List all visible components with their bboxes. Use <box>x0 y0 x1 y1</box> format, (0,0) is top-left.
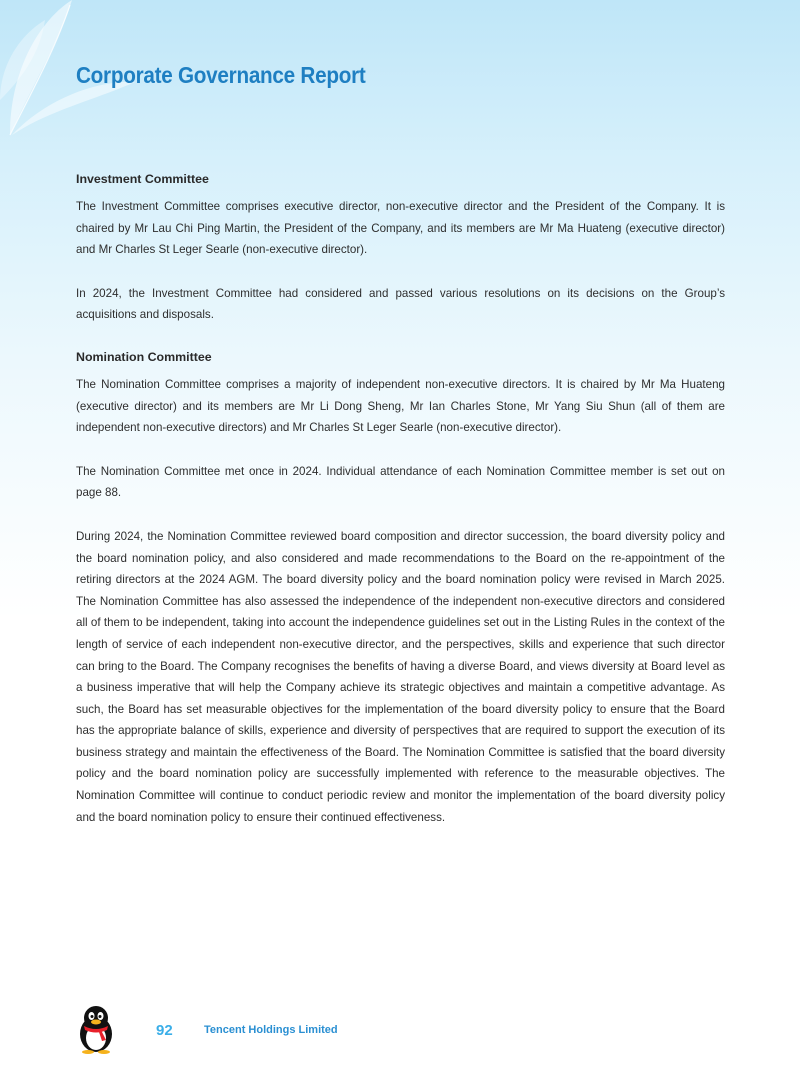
qq-penguin-icon <box>76 1004 116 1054</box>
section-heading: Nomination Committee <box>76 349 212 364</box>
page-number: 92 <box>156 1022 173 1039</box>
paragraph: The Nomination Committee met once in 2024. Individual attendance of each Nomination Committee member is set out on page 88. <box>76 464 725 500</box>
paragraph: The Nomination Committee comprises a majority of independent non-executive directors. It is chaired by Mr Ma Huateng (executive director) and its members are Mr Li Dong Sheng, Mr Ian Charles Stone, Mr Yang Siu Shun (all of them are independent non-executive directors) and Mr Charles St Leger Searle (non-executive director). <box>76 377 725 435</box>
paragraph: The Investment Committee comprises executive director, non-executive director and the President of the Company. It is chaired by Mr Lau Chi Ping Martin, the President of the Company, and its members are Mr Ma Huateng (executive director) and Mr Charles St Leger Searle (non-executive director). <box>76 200 725 257</box>
report-body <box>76 170 725 828</box>
investment-committee-section <box>76 170 725 326</box>
page-footer <box>76 1004 476 1054</box>
section-heading: Investment Committee <box>76 172 209 186</box>
company-name: Tencent Holdings Limited <box>204 1024 338 1036</box>
paragraph: In 2024, the Investment Committee had considered and passed various resolutions on its decisions on the Group’s acquisitions and disposals. <box>76 286 725 322</box>
paragraph: During 2024, the Nomination Committee reviewed board composition and director succession, the board diversity policy and the board nomination policy, and also considered and made recommendations to the Board on the re-appointment of the retiring directors at the 2024 AGM. The board diversity policy and the board nomination policy were revised in March 2025. The Nomination Committee has also assessed the independence of the independent non-executive directors and considered all of them to be independent, taking into account the independence guidelines set out in the Listing Rules in the context of the length of service of each independent non-executive director, and the perspectives, skills and experience that such director can bring to the Board. The Company recognises the benefits of having a diverse Board, and views diversity at Board level as a business imperative that will help the Company achieve its strategic objectives and maintain a competitive advantage. As such, the Board has set measurable objectives for the implementation of the board diversity policy to ensure that the Board has the appropriate balance of skills, experience and diversity of perspectives that are required to support the execution of its business strategy and maintain the effectiveness of the Board. The Nomination Committee is satisfied that the board diversity policy and the board nomination policy are successfully implemented with reference to the measurable objectives. The Nomination Committee will continue to conduct periodic review and monitor the implementation of the board diversity policy and the board nomination policy to ensure their continued effectiveness. <box>76 529 725 824</box>
nomination-committee-section <box>76 348 725 828</box>
page-title: Corporate Governance Report <box>76 62 366 88</box>
